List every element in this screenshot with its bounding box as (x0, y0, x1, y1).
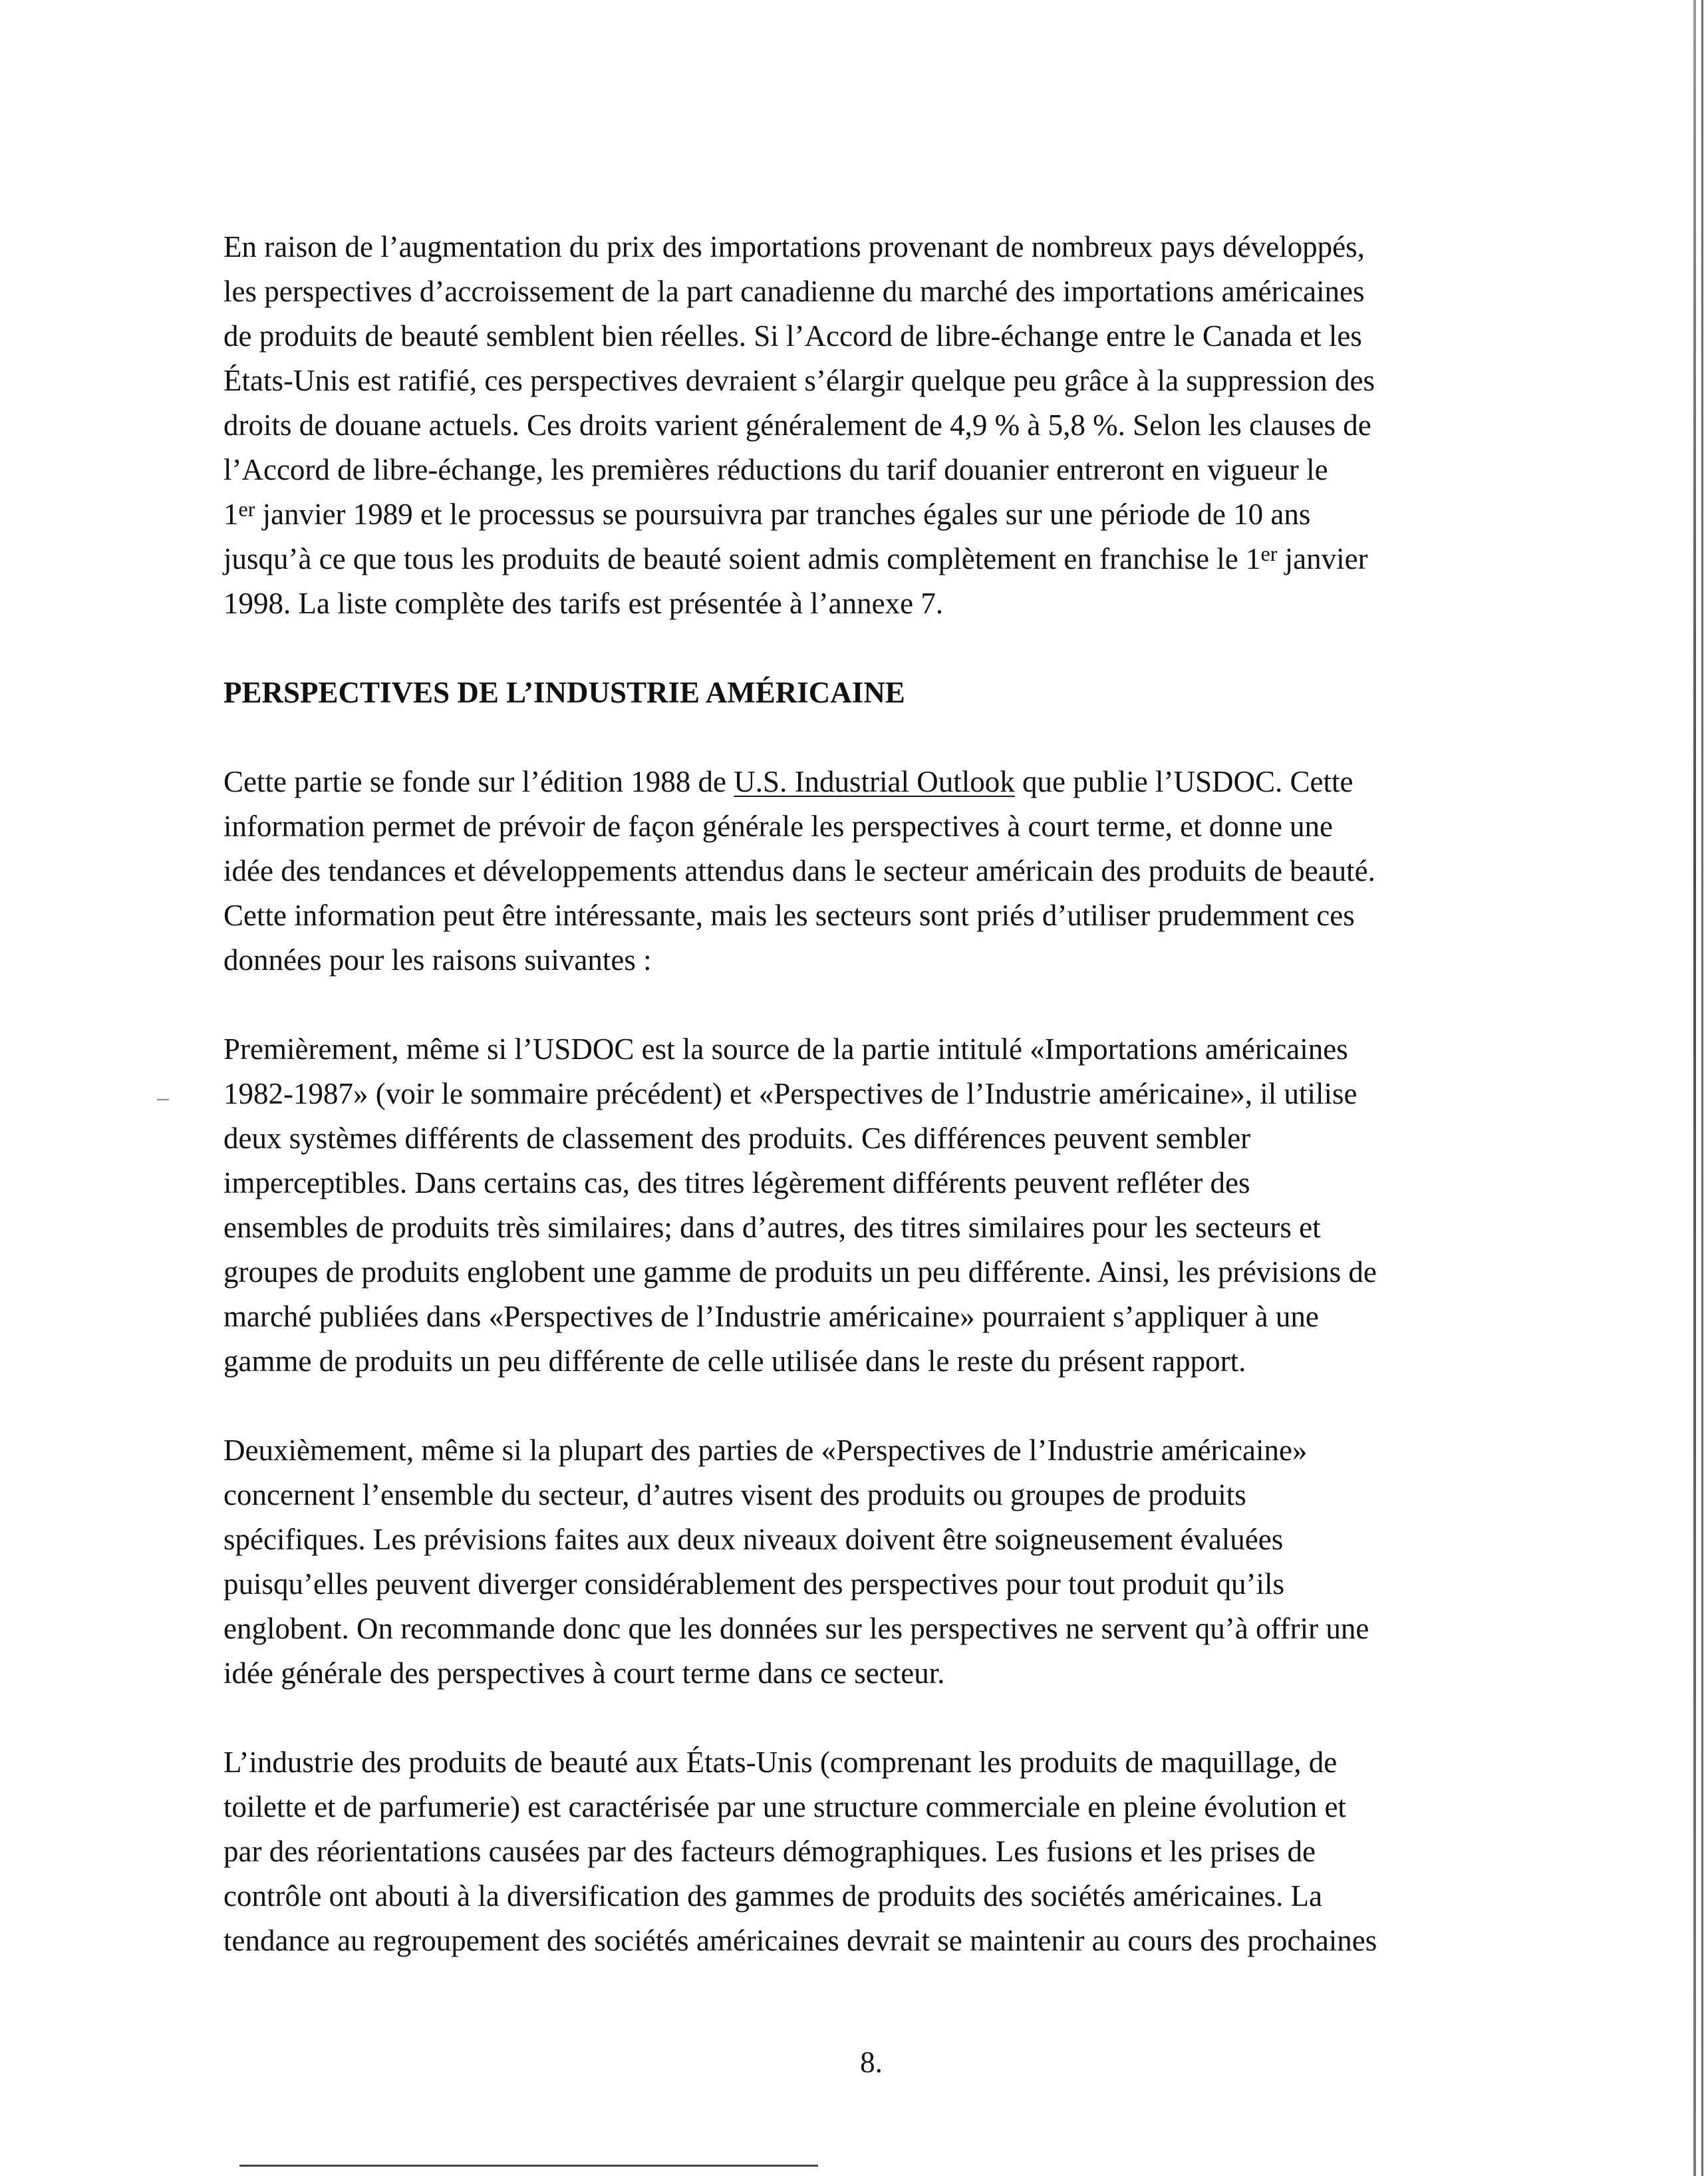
text-line: groupes de produits englobent une gamme de produits un peu différente. Ainsi, les prévisions de (223, 1255, 1377, 1289)
text-line (223, 537, 1527, 581)
text-fragment: 1 (223, 498, 239, 531)
section-heading: PERSPECTIVES DE L’INDUSTRIE AMÉRICAINE (223, 676, 905, 709)
text-line: États-Unis est ratifié, ces perspectives devraient s’élargir quelque peu grâce à la suppression des (223, 364, 1375, 397)
text-line: idée des tendances et développements attendus dans le secteur américain des produits de beauté. (223, 854, 1375, 887)
text-line: 1982-1987» (voir le sommaire précédent) et «Perspectives de l’Industrie américaine», il utilise (223, 1077, 1357, 1110)
text-line: marché publiées dans «Perspectives de l’Industrie américaine» pourraient s’appliquer à une (223, 1300, 1319, 1333)
paragraph-second-reason (223, 1428, 1527, 1696)
paragraph-source (223, 760, 1527, 983)
text-line: puisqu’elles peuvent diverger considérablement des perspectives pour tout produit qu’ils (223, 1567, 1285, 1601)
scan-mark (157, 1099, 169, 1100)
text-line: englobent. On recommande donc que les données sur les perspectives ne servent qu’à offrir une (223, 1612, 1369, 1645)
text-fragment: Cette partie se fonde sur l’édition 1988 de (223, 765, 734, 798)
text-line: 1998. La liste complète des tarifs est présentée à l’annexe 7. (223, 587, 944, 620)
text-line: par des réorientations causées par des facteurs démographiques. Les fusions et les prises de (223, 1835, 1316, 1868)
text-line: toilette et de parfumerie) est caractérisée par une structure commerciale en pleine évolution et (223, 1790, 1346, 1823)
text-line: imperceptibles. Dans certains cas, des titres légèrement différents peuvent refléter des (223, 1166, 1250, 1199)
text-line (223, 492, 1527, 537)
scan-edge-line (1701, 0, 1703, 2176)
text-line: ensembles de produits très similaires; dans d’autres, des titres similaires pour les secteurs et (223, 1211, 1321, 1244)
publication-title: U.S. Industrial Outlook (734, 765, 1015, 798)
text-fragment: janvier (1277, 542, 1368, 575)
text-line: données pour les raisons suivantes : (223, 943, 652, 977)
text-line: spécifiques. Les prévisions faites aux deux niveaux doivent être soigneusement évaluées (223, 1523, 1284, 1556)
text-line: droits de douane actuels. Ces droits varient généralement de 4,9 % à 5,8 %. Selon les clauses de (223, 408, 1371, 442)
scan-edge-line (1693, 0, 1696, 2176)
scan-bottom-rule (239, 2165, 818, 2167)
paragraph-import-prices (223, 225, 1527, 626)
text-line: l’Accord de libre-échange, les premières réductions du tarif douanier entreront en vigueur le (223, 453, 1328, 486)
text-line: tendance au regroupement des sociétés américaines devrait se maintenir au cours des prochaines (223, 1924, 1377, 1957)
text-fragment: janvier 1989 et le processus se poursuivra par tranches égales sur une période de 10 ans (255, 498, 1311, 531)
paragraph-us-industry (223, 1740, 1527, 1963)
text-line (223, 760, 1527, 804)
text-line: contrôle ont abouti à la diversification des gammes de produits des sociétés américaines. La (223, 1879, 1322, 1913)
text-line: Cette information peut être intéressante, mais les secteurs sont priés d’utiliser prudemment ces (223, 899, 1355, 932)
text-line: gamme de produits un peu différente de celle utilisée dans le reste du présent rapport. (223, 1344, 1246, 1378)
text-line: Deuxièmement, même si la plupart des parties de «Perspectives de l’Industrie américaine» (223, 1434, 1308, 1467)
text-line: Premièrement, même si l’USDOC est la source de la partie intitulé «Importations américaines (223, 1032, 1348, 1066)
superscript: er (1260, 542, 1278, 565)
superscript: er (238, 497, 255, 521)
text-fragment: jusqu’à ce que tous les produits de beauté soient admis complètement en franchise le 1 (223, 542, 1261, 575)
text-line: L’industrie des produits de beauté aux États-Unis (comprenant les produits de maquillage, de (223, 1746, 1338, 1779)
text-line: information permet de prévoir de façon générale les perspectives à court terme, et donne une (223, 810, 1334, 843)
document-body (223, 225, 1527, 1963)
text-fragment: que publie l’USDOC. Cette (1014, 765, 1353, 798)
text-line: En raison de l’augmentation du prix des importations provenant de nombreux pays développés, (223, 230, 1365, 263)
text-line: les perspectives d’accroissement de la part canadienne du marché des importations américaines (223, 275, 1365, 308)
page-number: 8. (860, 2046, 883, 2079)
paragraph-first-reason (223, 1027, 1527, 1384)
text-line: idée générale des perspectives à court terme dans ce secteur. (223, 1656, 945, 1690)
text-line: deux systèmes différents de classement des produits. Ces différences peuvent sembler (223, 1122, 1251, 1155)
text-line: concernent l’ensemble du secteur, d’autres visent des produits ou groupes de produits (223, 1478, 1246, 1511)
text-line: de produits de beauté semblent bien réelles. Si l’Accord de libre-échange entre le Canada et les (223, 319, 1362, 353)
